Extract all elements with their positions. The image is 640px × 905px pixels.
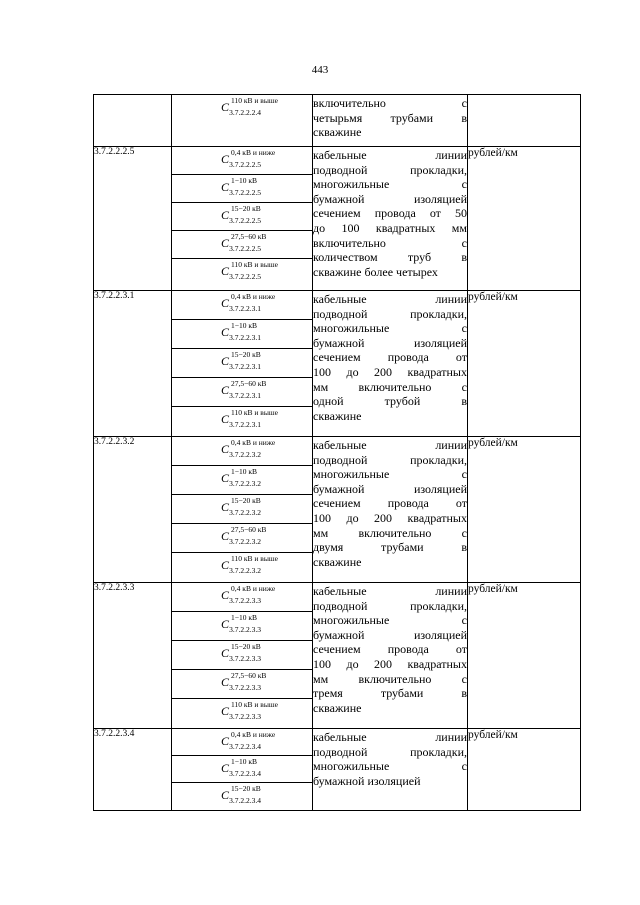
description-line: бумажной изоляцией bbox=[313, 481, 467, 496]
symbol-subcell bbox=[172, 437, 312, 466]
description-line: 100 до 200 квадратных bbox=[313, 364, 467, 379]
description-line: до 100 квадратных мм bbox=[313, 220, 467, 235]
table-row bbox=[94, 291, 581, 437]
symbol-subcell bbox=[172, 756, 312, 783]
symbol-letter: C bbox=[221, 617, 230, 631]
description-line: многожильные с bbox=[313, 759, 467, 774]
symbol-superscript: 1−10 кВ bbox=[231, 176, 258, 185]
tariff-symbol bbox=[221, 496, 263, 517]
description-line: двумя трубами в bbox=[313, 540, 467, 555]
symbol-letter: C bbox=[221, 588, 230, 602]
symbol-superscript: 0,4 кВ и ниже bbox=[231, 148, 276, 157]
symbol-subcell bbox=[172, 783, 312, 810]
symbol-letter: C bbox=[221, 236, 230, 250]
row-code: 3.7.2.2.3.1 bbox=[94, 291, 172, 437]
symbol-superscript: 27,5−60 кВ bbox=[231, 525, 267, 534]
symbol-subcell bbox=[172, 203, 312, 231]
symbol-subcell bbox=[172, 524, 312, 553]
symbol-subcell bbox=[172, 670, 312, 699]
tariff-table-body bbox=[94, 95, 581, 811]
symbol-letter: C bbox=[221, 675, 230, 689]
symbol-subscript: 3.7.2.2.3.4 bbox=[229, 796, 261, 805]
symbol-superscript: 110 кВ и выше bbox=[231, 96, 278, 105]
symbol-superscript: 110 кВ и выше bbox=[231, 554, 278, 563]
symbol-letter: C bbox=[221, 383, 230, 397]
description-line: скважине bbox=[313, 700, 362, 715]
symbol-subcell bbox=[172, 378, 312, 407]
symbol-subcell bbox=[172, 699, 312, 728]
tariff-symbol bbox=[221, 232, 267, 253]
table-row bbox=[94, 583, 581, 729]
symbol-subscript: 3.7.2.2.3.1 bbox=[229, 420, 261, 429]
symbol-cell bbox=[172, 437, 313, 583]
symbol-letter: C bbox=[221, 412, 230, 426]
description-line: подводной прокладки, bbox=[313, 162, 467, 177]
symbol-letter: C bbox=[221, 354, 230, 368]
symbol-letter: C bbox=[221, 180, 230, 194]
row-description bbox=[313, 437, 468, 583]
symbol-cell bbox=[172, 729, 313, 811]
tariff-symbol bbox=[221, 148, 276, 169]
symbol-cell bbox=[172, 583, 313, 729]
description-line: кабельные линии bbox=[313, 438, 467, 452]
description-line: бумажной изоляцией bbox=[313, 773, 421, 788]
row-code: 3.7.2.2.3.2 bbox=[94, 437, 172, 583]
symbol-subscript: 3.7.2.2.3.1 bbox=[229, 362, 261, 371]
symbol-superscript: 0,4 кВ и ниже bbox=[231, 292, 276, 301]
row-description bbox=[313, 291, 468, 437]
description-line: тремя трубами в bbox=[313, 686, 467, 701]
symbol-subscript: 3.7.2.2.2.5 bbox=[229, 216, 261, 225]
symbol-subcell bbox=[172, 259, 312, 287]
symbol-letter: C bbox=[221, 152, 230, 166]
description-line: включительно с bbox=[313, 235, 467, 250]
symbol-cell bbox=[172, 95, 313, 147]
symbol-subcell bbox=[172, 583, 312, 612]
symbol-letter: C bbox=[221, 761, 230, 775]
row-description bbox=[313, 147, 468, 291]
symbol-superscript: 15−20 кВ bbox=[231, 204, 261, 213]
row-unit: рублей/км bbox=[468, 437, 581, 583]
description-line: мм включительно с bbox=[313, 671, 467, 686]
description-line: бумажной изоляцией bbox=[313, 191, 467, 206]
symbol-subcell bbox=[172, 407, 312, 436]
description-line: количеством труб в bbox=[313, 250, 467, 265]
symbol-letter: C bbox=[221, 646, 230, 660]
tariff-symbol bbox=[221, 438, 276, 459]
symbol-subscript: 3.7.2.2.3.3 bbox=[229, 596, 261, 605]
tariff-symbol bbox=[221, 321, 263, 342]
row-description bbox=[313, 95, 468, 147]
symbol-superscript: 15−20 кВ bbox=[231, 350, 261, 359]
row-description bbox=[313, 729, 468, 811]
symbol-letter: C bbox=[221, 471, 230, 485]
tariff-symbol bbox=[221, 260, 278, 281]
row-code bbox=[94, 95, 172, 147]
symbol-subscript: 3.7.2.2.3.1 bbox=[229, 391, 261, 400]
tariff-symbol bbox=[221, 408, 278, 429]
symbol-letter: C bbox=[221, 788, 230, 802]
tariff-symbol bbox=[221, 671, 267, 692]
description-line: сечением провода от bbox=[313, 642, 467, 657]
symbol-subscript: 3.7.2.2.3.3 bbox=[229, 712, 261, 721]
table-row bbox=[94, 437, 581, 583]
tariff-symbol bbox=[221, 467, 263, 488]
description-line: одной трубой в bbox=[313, 394, 467, 409]
symbol-subcell bbox=[172, 231, 312, 259]
table-row bbox=[94, 729, 581, 811]
symbol-subscript: 3.7.2.2.3.3 bbox=[229, 683, 261, 692]
symbol-superscript: 110 кВ и выше bbox=[231, 408, 278, 417]
description-line: включительно с bbox=[313, 96, 467, 110]
symbol-superscript: 110 кВ и выше bbox=[231, 700, 278, 709]
symbol-superscript: 15−20 кВ bbox=[231, 784, 261, 793]
row-description bbox=[313, 583, 468, 729]
description-line: 100 до 200 квадратных bbox=[313, 510, 467, 525]
symbol-subcell bbox=[172, 291, 312, 320]
symbol-cell bbox=[172, 147, 313, 291]
symbol-subscript: 3.7.2.2.2.5 bbox=[229, 244, 261, 253]
symbol-letter: C bbox=[221, 442, 230, 456]
description-line: многожильные с bbox=[313, 321, 467, 336]
symbol-superscript: 110 кВ и выше bbox=[231, 260, 278, 269]
symbol-superscript: 27,5−60 кВ bbox=[231, 379, 267, 388]
description-line: многожильные с bbox=[313, 467, 467, 482]
symbol-superscript: 15−20 кВ bbox=[231, 496, 261, 505]
tariff-symbol bbox=[221, 176, 263, 197]
symbol-subscript: 3.7.2.2.2.5 bbox=[229, 272, 261, 281]
row-code: 3.7.2.2.3.4 bbox=[94, 729, 172, 811]
description-line: четырьмя трубами в bbox=[313, 110, 467, 125]
description-line: мм включительно с bbox=[313, 525, 467, 540]
tariff-symbol bbox=[221, 700, 278, 721]
symbol-subscript: 3.7.2.2.3.3 bbox=[229, 625, 261, 634]
symbol-subscript: 3.7.2.2.3.1 bbox=[229, 304, 261, 313]
symbol-letter: C bbox=[221, 529, 230, 543]
symbol-subscript: 3.7.2.2.3.2 bbox=[229, 450, 261, 459]
symbol-letter: C bbox=[221, 734, 230, 748]
description-line: сечением провода от 50 bbox=[313, 206, 467, 221]
symbol-subcell bbox=[172, 320, 312, 349]
description-line: подводной прокладки, bbox=[313, 452, 467, 467]
symbol-letter: C bbox=[221, 208, 230, 222]
description-line: кабельные линии bbox=[313, 730, 467, 744]
description-line: скважине bbox=[313, 408, 362, 423]
symbol-subscript: 3.7.2.2.3.4 bbox=[229, 769, 261, 778]
tariff-symbol bbox=[221, 730, 276, 751]
description-line: сечением провода от bbox=[313, 496, 467, 511]
symbol-subscript: 3.7.2.2.3.3 bbox=[229, 654, 261, 663]
tariff-symbol bbox=[221, 350, 263, 371]
symbol-subcell bbox=[172, 612, 312, 641]
description-line: подводной прокладки, bbox=[313, 744, 467, 759]
symbol-subcell bbox=[172, 553, 312, 582]
description-line: сечением провода от bbox=[313, 350, 467, 365]
symbol-letter: C bbox=[221, 100, 230, 114]
tariff-table bbox=[93, 94, 581, 811]
description-line: 100 до 200 квадратных bbox=[313, 656, 467, 671]
tariff-symbol bbox=[221, 757, 263, 778]
row-code: 3.7.2.2.2.5 bbox=[94, 147, 172, 291]
row-unit bbox=[468, 95, 581, 147]
row-unit: рублей/км bbox=[468, 583, 581, 729]
table-row bbox=[94, 95, 581, 147]
symbol-subscript: 3.7.2.2.2.5 bbox=[229, 188, 261, 197]
symbol-subcell bbox=[172, 95, 312, 146]
row-unit: рублей/км bbox=[468, 291, 581, 437]
tariff-symbol bbox=[221, 204, 263, 225]
symbol-subcell bbox=[172, 349, 312, 378]
row-code: 3.7.2.2.3.3 bbox=[94, 583, 172, 729]
symbol-superscript: 1−10 кВ bbox=[231, 321, 258, 330]
description-line: мм включительно с bbox=[313, 379, 467, 394]
symbol-superscript: 27,5−60 кВ bbox=[231, 232, 267, 241]
symbol-subscript: 3.7.2.2.3.1 bbox=[229, 333, 261, 342]
symbol-superscript: 1−10 кВ bbox=[231, 467, 258, 476]
symbol-subscript: 3.7.2.2.3.2 bbox=[229, 479, 261, 488]
symbol-letter: C bbox=[221, 500, 230, 514]
symbol-letter: C bbox=[221, 296, 230, 310]
symbol-superscript: 27,5−60 кВ bbox=[231, 671, 267, 680]
symbol-subscript: 3.7.2.2.3.2 bbox=[229, 566, 261, 575]
tariff-symbol bbox=[221, 642, 263, 663]
tariff-symbol bbox=[221, 784, 263, 805]
symbol-superscript: 1−10 кВ bbox=[231, 757, 258, 766]
description-line: многожильные с bbox=[313, 177, 467, 192]
description-line: скважине более четырех bbox=[313, 264, 438, 279]
symbol-letter: C bbox=[221, 558, 230, 572]
description-line: скважине bbox=[313, 554, 362, 569]
description-line: скважине bbox=[313, 125, 362, 140]
tariff-symbol bbox=[221, 584, 276, 605]
symbol-superscript: 0,4 кВ и ниже bbox=[231, 584, 276, 593]
symbol-subscript: 3.7.2.2.2.5 bbox=[229, 160, 261, 169]
table-row bbox=[94, 147, 581, 291]
description-line: многожильные с bbox=[313, 613, 467, 628]
tariff-symbol bbox=[221, 613, 263, 634]
description-line: бумажной изоляцией bbox=[313, 335, 467, 350]
row-unit: рублей/км bbox=[468, 729, 581, 811]
symbol-subcell bbox=[172, 641, 312, 670]
tariff-symbol bbox=[221, 292, 276, 313]
symbol-subcell bbox=[172, 175, 312, 203]
description-line: кабельные линии bbox=[313, 292, 467, 306]
symbol-superscript: 15−20 кВ bbox=[231, 642, 261, 651]
page-number: 443 bbox=[311, 64, 329, 76]
symbol-subcell bbox=[172, 729, 312, 756]
symbol-letter: C bbox=[221, 325, 230, 339]
symbol-letter: C bbox=[221, 264, 230, 278]
description-line: кабельные линии bbox=[313, 148, 467, 162]
row-unit: рублей/км bbox=[468, 147, 581, 291]
symbol-subscript: 3.7.2.2.3.2 bbox=[229, 508, 261, 517]
tariff-symbol bbox=[221, 554, 278, 575]
tariff-symbol bbox=[221, 96, 278, 117]
symbol-subcell bbox=[172, 466, 312, 495]
description-line: бумажной изоляцией bbox=[313, 627, 467, 642]
symbol-subcell bbox=[172, 495, 312, 524]
tariff-symbol bbox=[221, 379, 267, 400]
symbol-superscript: 1−10 кВ bbox=[231, 613, 258, 622]
symbol-superscript: 0,4 кВ и ниже bbox=[231, 730, 276, 739]
symbol-subcell bbox=[172, 147, 312, 175]
symbol-subscript: 3.7.2.2.3.4 bbox=[229, 742, 261, 751]
tariff-symbol bbox=[221, 525, 267, 546]
description-line: кабельные линии bbox=[313, 584, 467, 598]
description-line: подводной прокладки, bbox=[313, 598, 467, 613]
description-line: подводной прокладки, bbox=[313, 306, 467, 321]
symbol-superscript: 0,4 кВ и ниже bbox=[231, 438, 276, 447]
symbol-subscript: 3.7.2.2.2.4 bbox=[229, 108, 261, 117]
symbol-letter: C bbox=[221, 704, 230, 718]
symbol-cell bbox=[172, 291, 313, 437]
symbol-subscript: 3.7.2.2.3.2 bbox=[229, 537, 261, 546]
